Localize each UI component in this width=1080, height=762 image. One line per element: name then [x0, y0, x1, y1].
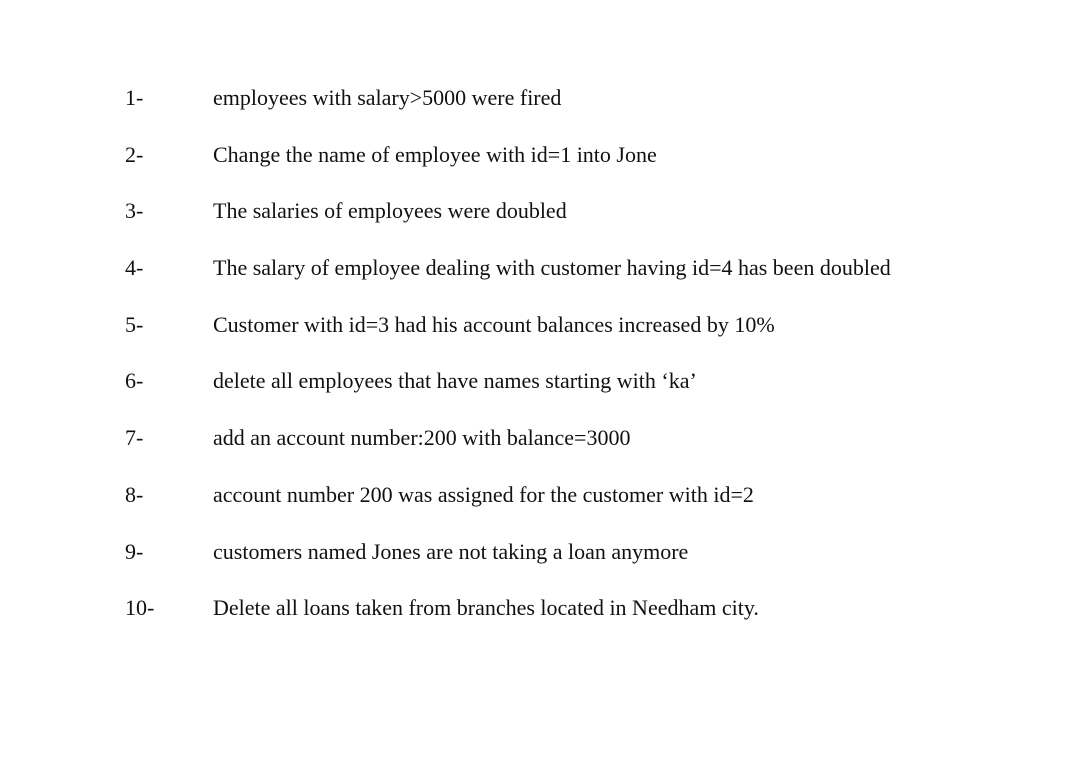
item-number: 4- — [125, 255, 144, 281]
list-item — [0, 591, 1080, 648]
list-item — [0, 251, 1080, 308]
list-item — [0, 364, 1080, 421]
list-item — [0, 421, 1080, 478]
item-text: account number 200 was assigned for the customer with id=2 — [213, 481, 754, 507]
item-text: The salaries of employees were doubled — [213, 198, 567, 224]
list-item — [0, 308, 1080, 365]
item-text: Customer with id=3 had his account balances increased by 10% — [213, 311, 775, 337]
item-text: customers named Jones are not taking a loan anymore — [213, 538, 689, 564]
item-text: add an account number:200 with balance=3000 — [213, 425, 631, 451]
item-number: 10- — [125, 595, 155, 621]
item-number: 1- — [125, 85, 144, 110]
list-item — [0, 478, 1080, 535]
item-number: 9- — [125, 538, 144, 564]
item-text: The salary of employee dealing with customer having id=4 has been doubled — [213, 255, 891, 281]
item-number: 7- — [125, 425, 144, 451]
item-number: 3- — [125, 198, 144, 224]
item-number: 8- — [125, 481, 144, 507]
item-number: 5- — [125, 311, 144, 337]
item-number: 2- — [125, 141, 144, 167]
list-item — [0, 535, 1080, 592]
item-text: Delete all loans taken from branches located in Needham city. — [213, 595, 759, 621]
task-list — [0, 81, 1080, 648]
item-text: Change the name of employee with id=1 into Jone — [213, 141, 657, 167]
list-item — [0, 138, 1080, 195]
list-item — [0, 81, 1080, 138]
item-text: employees with salary>5000 were fired — [213, 85, 562, 110]
item-number: 6- — [125, 368, 144, 394]
list-item — [0, 194, 1080, 251]
item-text: delete all employees that have names starting with ‘ka’ — [213, 368, 697, 394]
